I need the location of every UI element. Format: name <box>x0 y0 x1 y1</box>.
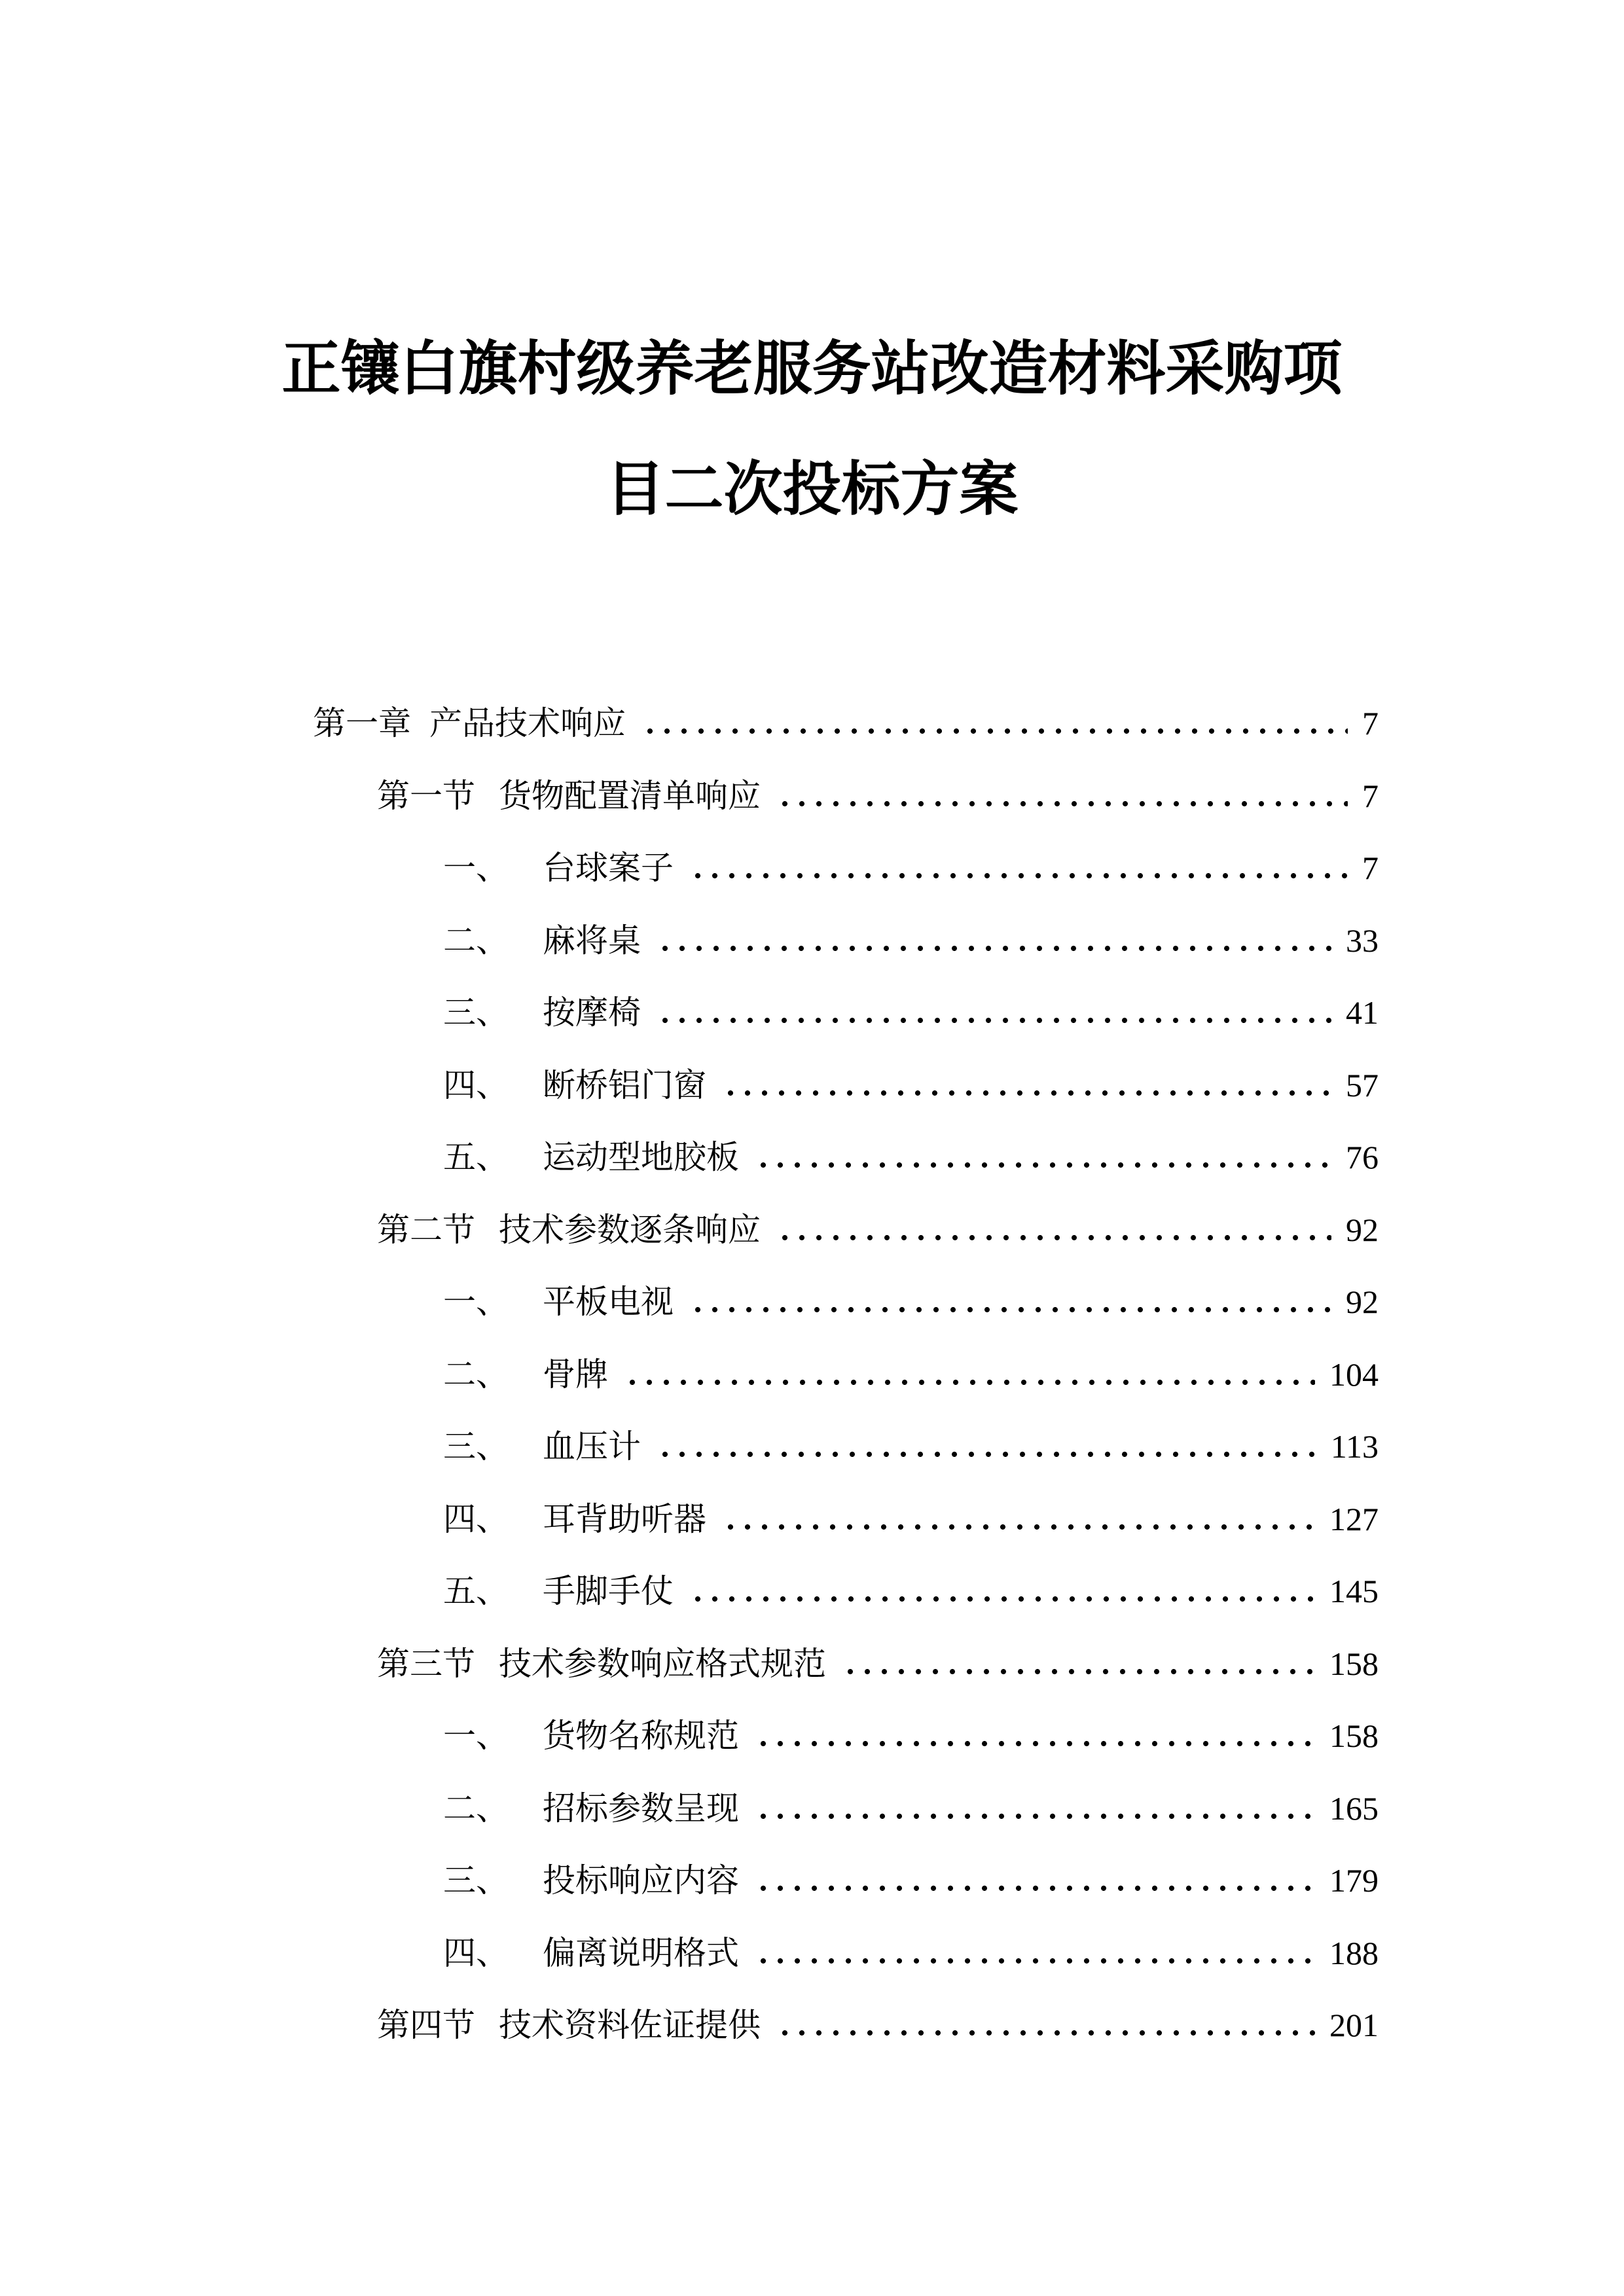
toc-entry-page-number: 188 <box>1329 1934 1379 1971</box>
toc-entry-number: 一、 <box>443 850 509 886</box>
toc-entry[interactable] <box>0 1121 1624 1194</box>
dot-leader <box>657 1451 1316 1458</box>
toc-entry-title: 投标响应内容 <box>543 1862 739 1899</box>
dot-leader <box>755 1885 1315 1892</box>
toc-entry-number: 三、 <box>443 1428 509 1465</box>
toc-entry[interactable] <box>0 1989 1624 2062</box>
toc-entry-title: 招标参数呈现 <box>543 1789 739 1827</box>
toc-entry-number: 第一节 <box>377 777 475 814</box>
toc-entry-page-number: 33 <box>1346 922 1379 959</box>
toc-entry-title: 运动型地胶板 <box>543 1139 739 1175</box>
dot-leader <box>657 1017 1331 1024</box>
toc-entry-title: 技术资料佐证提供 <box>499 2007 761 2043</box>
toc-entry-page-number: 41 <box>1346 994 1379 1031</box>
toc-entry-page-number: 179 <box>1329 1862 1379 1899</box>
toc-entry-number: 五、 <box>443 1139 509 1175</box>
toc-entry[interactable] <box>0 1049 1624 1122</box>
toc-entry-title: 断桥铝门窗 <box>543 1066 706 1103</box>
dot-leader <box>722 1524 1315 1530</box>
toc-entry[interactable] <box>0 832 1624 905</box>
toc-entry-gap <box>509 1457 543 1458</box>
toc-entry-number: 二、 <box>443 1789 509 1827</box>
toc-entry-title: 货物名称规范 <box>543 1717 739 1754</box>
dot-leader <box>755 1162 1331 1168</box>
toc-entry-page-number: 158 <box>1329 1717 1379 1754</box>
toc-entry-gap <box>509 1312 543 1313</box>
dot-leader <box>689 1596 1315 1602</box>
toc-entry-title: 产品技术响应 <box>429 705 626 742</box>
toc-entry-gap <box>509 1891 543 1892</box>
toc-entry[interactable] <box>0 1844 1624 1917</box>
dot-leader <box>689 1306 1331 1313</box>
dot-leader <box>755 1813 1315 1820</box>
toc-entry-title: 血压计 <box>543 1428 641 1465</box>
toc-entry[interactable] <box>0 1194 1624 1266</box>
toc-entry-number: 第二节 <box>377 1211 475 1248</box>
toc-entry[interactable] <box>0 1266 1624 1338</box>
toc-entry-gap <box>475 1240 499 1241</box>
dot-leader <box>776 800 1348 807</box>
toc-entry-number: 四、 <box>443 1500 509 1537</box>
toc-entry-page-number: 92 <box>1346 1211 1379 1248</box>
toc-entry-page-number: 76 <box>1346 1139 1379 1175</box>
document-title-line1: 正镶白旗村级养老服务站改造材料采购项 <box>281 337 1343 402</box>
dot-leader <box>776 1234 1331 1241</box>
toc-entry-title: 偏离说明格式 <box>543 1934 739 1971</box>
dot-leader <box>641 728 1348 734</box>
toc-entry[interactable] <box>0 1628 1624 1700</box>
document-title-line2: 目二次投标方案 <box>605 457 1019 522</box>
toc-entry-number: 一、 <box>443 1283 509 1320</box>
toc-entry-page-number: 165 <box>1329 1789 1379 1827</box>
toc-entry-number: 二、 <box>443 1355 509 1393</box>
toc-entry[interactable] <box>0 1483 1624 1556</box>
toc-entry-page-number: 158 <box>1329 1645 1379 1682</box>
dot-leader <box>755 1958 1315 1964</box>
toc-entry-title: 手脚手仗 <box>543 1573 674 1609</box>
toc-entry-number: 一、 <box>443 1717 509 1754</box>
toc-entry-gap <box>475 806 499 807</box>
toc-entry-gap <box>475 1674 499 1675</box>
toc-entry[interactable] <box>0 1700 1624 1772</box>
toc-entry-title: 台球案子 <box>543 850 674 886</box>
toc-entry-title: 耳背助听器 <box>543 1500 706 1537</box>
toc-entry-gap <box>509 878 543 879</box>
toc-entry-page-number: 113 <box>1330 1428 1379 1465</box>
toc-entry[interactable] <box>0 1338 1624 1411</box>
toc-entry-title: 技术参数逐条响应 <box>499 1211 761 1248</box>
toc-entry-page-number: 7 <box>1362 777 1379 814</box>
dot-leader <box>776 2030 1315 2036</box>
toc-entry[interactable] <box>0 1410 1624 1483</box>
toc-entry[interactable] <box>0 760 1624 833</box>
toc-entry-number: 四、 <box>443 1934 509 1971</box>
toc-entry-title: 骨牌 <box>543 1355 608 1393</box>
dot-leader <box>842 1668 1315 1675</box>
toc-entry[interactable] <box>0 905 1624 977</box>
toc-entry-title: 货物配置清单响应 <box>499 777 761 814</box>
toc-entry-number: 二、 <box>443 922 509 959</box>
document-title <box>0 310 1624 550</box>
dot-leader <box>624 1379 1315 1386</box>
dot-leader <box>689 872 1348 879</box>
toc-entry-number: 三、 <box>443 1862 509 1899</box>
toc-entry-page-number: 7 <box>1362 850 1379 886</box>
toc-entry-title: 平板电视 <box>543 1283 674 1320</box>
toc-entry-gap <box>509 1385 543 1386</box>
toc <box>0 687 1624 2062</box>
toc-entry[interactable] <box>0 1555 1624 1628</box>
toc-entry-number: 三、 <box>443 994 509 1031</box>
toc-entry[interactable] <box>0 1917 1624 1990</box>
toc-entry-number: 四、 <box>443 1066 509 1103</box>
toc-entry-page-number: 7 <box>1362 705 1379 742</box>
toc-entry-title: 按摩椅 <box>543 994 641 1031</box>
toc-entry-gap <box>509 1819 543 1820</box>
toc-entry-gap <box>509 1746 543 1747</box>
toc-entry-gap <box>509 951 543 952</box>
toc-entry-page-number: 127 <box>1329 1500 1379 1537</box>
toc-entry-number: 第三节 <box>377 1645 475 1682</box>
toc-entry[interactable] <box>0 1772 1624 1845</box>
toc-entry-page-number: 145 <box>1329 1573 1379 1609</box>
toc-entry[interactable] <box>0 687 1624 760</box>
toc-entry-number: 五、 <box>443 1573 509 1609</box>
toc-entry-title: 技术参数响应格式规范 <box>499 1645 826 1682</box>
toc-entry[interactable] <box>0 977 1624 1049</box>
dot-leader <box>657 945 1331 952</box>
toc-entry-page-number: 201 <box>1329 2007 1379 2043</box>
toc-entry-number: 第四节 <box>377 2007 475 2043</box>
toc-entry-page-number: 104 <box>1329 1355 1379 1393</box>
toc-entry-page-number: 92 <box>1346 1283 1379 1320</box>
toc-entry-number: 第一章 <box>313 705 411 742</box>
dot-leader <box>722 1090 1331 1096</box>
toc-entry-title: 麻将桌 <box>543 922 641 959</box>
toc-entry-page-number: 57 <box>1346 1066 1379 1103</box>
toc-entry-gap <box>509 1023 543 1024</box>
dot-leader <box>755 1740 1315 1747</box>
